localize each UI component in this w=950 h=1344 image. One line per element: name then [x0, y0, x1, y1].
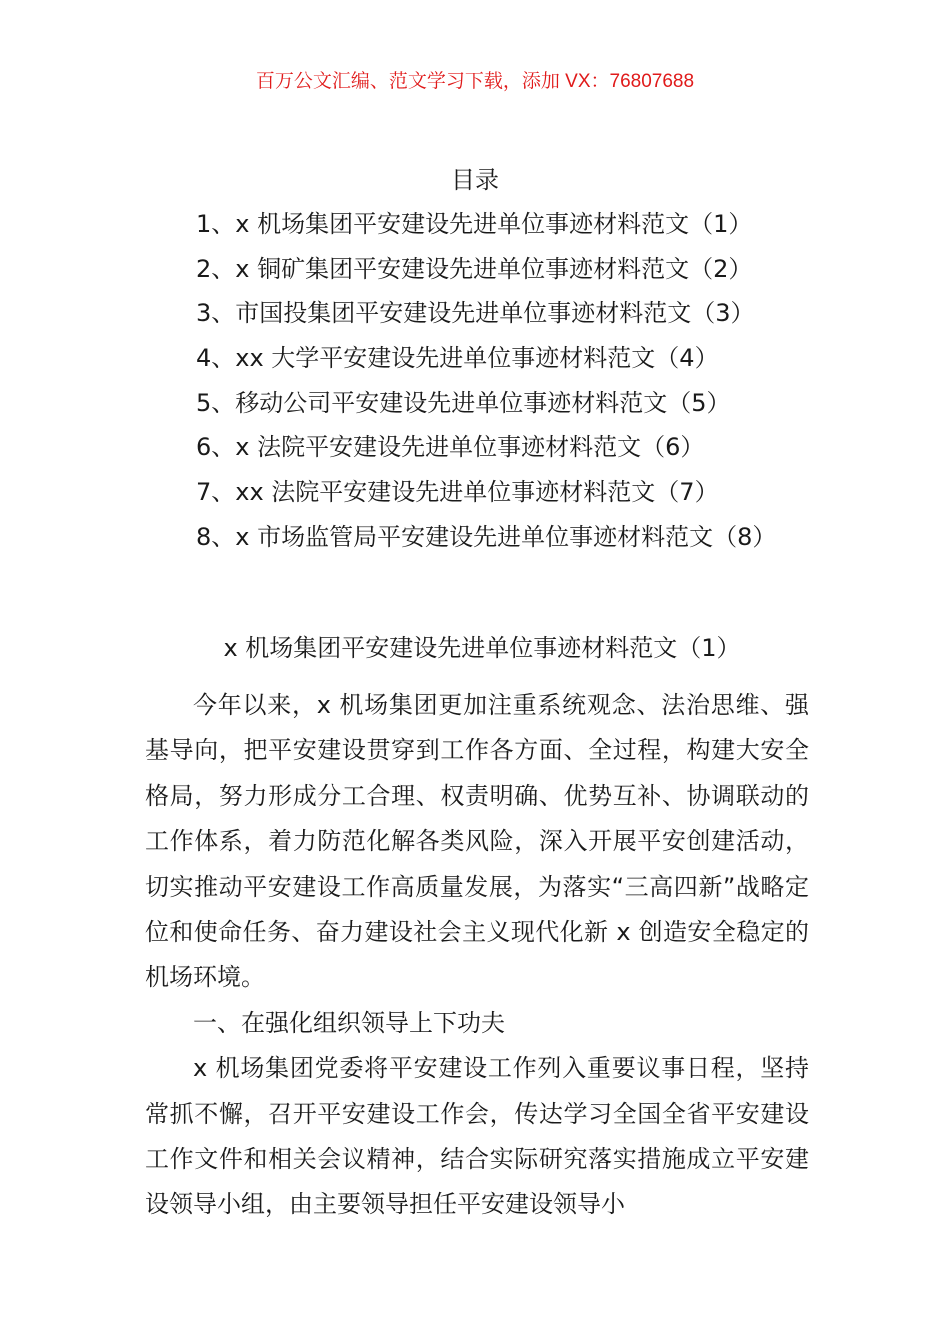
toc-item[interactable]: 7、xx 法院平安建设先进单位事迹材料范文（7）: [196, 478, 719, 507]
toc-item[interactable]: 3、市国投集团平安建设先进单位事迹材料范文（3）: [196, 299, 755, 328]
toc-item[interactable]: 1、x 机场集团平安建设先进单位事迹材料范文（1）: [196, 210, 753, 238]
table-of-contents: [0, 158, 950, 560]
section-heading: 一、在强化组织领导上下功夫: [193, 1008, 505, 1037]
toc-item[interactable]: 5、移动公司平安建设先进单位事迹材料范文（5）: [196, 388, 731, 417]
section-paragraph: x 机场集团党委将平安建设工作列入重要议事日程，坚持常抓不懈，召开平安建设工作会，传达学习全国全省平安建设工作文件和相关会议精神，结合实际研究落实措施成立平安建设领导小组，由主要领导担任平安建设领导小: [145, 1054, 809, 1219]
header-banner: 百万公文汇编、范文学习下载，添加 VX：76807688: [255, 71, 695, 92]
toc-item[interactable]: 8、x 市场监管局平安建设先进单位事迹材料范文（8）: [196, 522, 777, 551]
toc-title: 目录: [451, 166, 499, 194]
article-title: x 机场集团平安建设先进单位事迹材料范文（1）: [223, 634, 741, 662]
toc-list: [0, 202, 950, 560]
toc-item[interactable]: 2、x 铜矿集团平安建设先进单位事迹材料范文（2）: [196, 254, 753, 283]
toc-item[interactable]: 6、x 法院平安建设先进单位事迹材料范文（6）: [196, 433, 705, 462]
intro-paragraph: 今年以来，x 机场集团更加注重系统观念、法治思维、强基导向，把平安建设贯穿到工作各方面、全过程，构建大安全格局，努力形成分工合理、权责明确、优势互补、协调联动的工作体系，着力防范化解各类风险，深入开展平安创建活动，切实推动平安建设工作高质量发展，为落实“三高四新”战略定位和使命任务、奋力建设社会主义现代化新 x 创造安全稳定的机场环境。: [145, 691, 809, 992]
article: [145, 625, 809, 1228]
toc-item[interactable]: 4、xx 大学平安建设先进单位事迹材料范文（4）: [196, 344, 719, 373]
